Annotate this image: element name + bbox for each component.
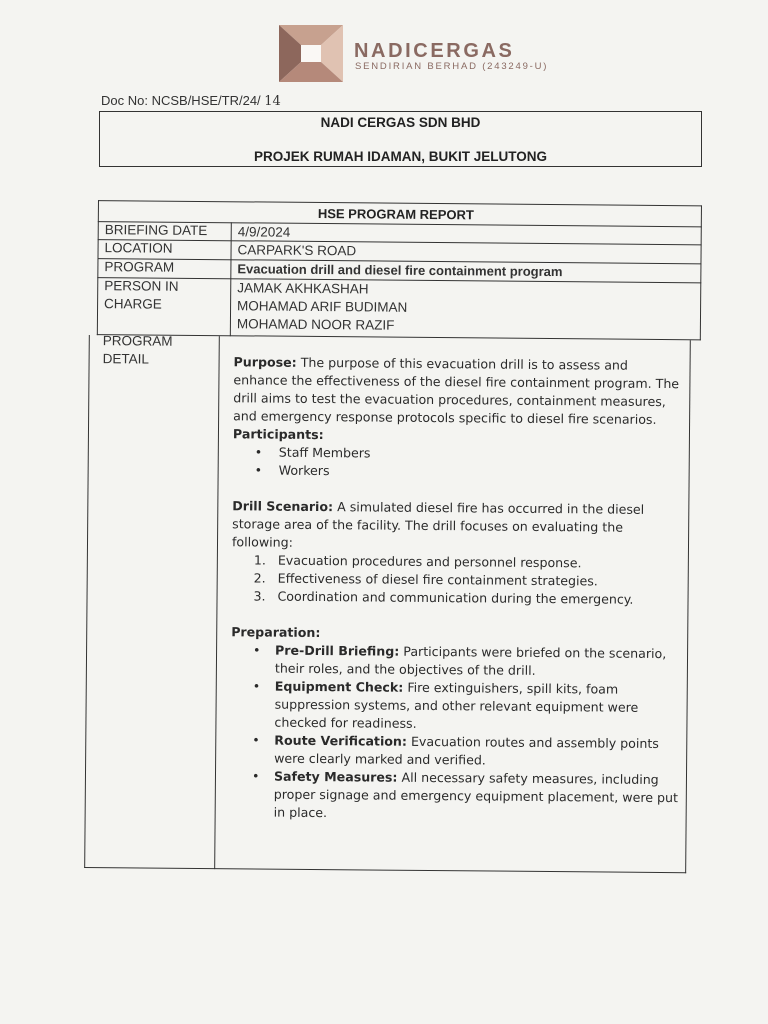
purpose-paragraph xyxy=(233,353,684,429)
list-item: • Safety Measures: All necessary safety measures, including proper signage and emergency equipment placement, were put in place. xyxy=(230,767,680,825)
report-table xyxy=(84,200,702,873)
list-item: • Pre-Drill Briefing: Participants were briefed on the scenario, their roles, and the objectives of the drill. xyxy=(231,641,681,681)
program-detail xyxy=(230,353,684,825)
project-name: PROJEK RUMAH IDAMAN, BUKIT JELUTONG xyxy=(253,149,547,164)
list-item: • Workers xyxy=(233,461,683,483)
row-label-briefing-date: BRIEFING DATE xyxy=(104,222,208,239)
brand-subtitle: SENDIRIAN BERHAD (243249-U) xyxy=(355,61,549,72)
participants-list xyxy=(233,443,683,483)
scenario-text: A simulated diesel fire has occurred in the diesel storage area of the facility. The drill focuses on evaluating the following: xyxy=(231,499,645,550)
table-border-right-lower xyxy=(685,340,691,873)
document-number-printed: Doc No: NCSB/HSE/TR/24/ xyxy=(101,93,261,108)
brand-name: NADICERGAS xyxy=(354,40,515,62)
list-item: • Staff Members xyxy=(233,443,683,465)
person-in-charge: JAMAK AKHKASHAH xyxy=(237,280,369,297)
row-label-location: LOCATION xyxy=(104,240,173,256)
row-value-location: CARPARK'S ROAD xyxy=(237,242,357,259)
list-item: • Equipment Check: Fire extinguishers, spill kits, foam suppression systems, and other relevant equipment were checked for readiness. xyxy=(230,677,680,735)
participants-label: Participants: xyxy=(232,426,324,443)
company-logo-icon xyxy=(279,25,343,82)
list-item: 1. Evacuation procedures and personnel response. xyxy=(253,552,582,571)
purpose-text: The purpose of this evacuation drill is to assess and enhance the effectiveness of the diesel fire containment program. The drill aims to test the evacuation procedures, containment measures, and emergency response protocols specific to diesel fire scenarios. xyxy=(233,354,680,427)
table-rule xyxy=(98,239,702,245)
row-value-program: Evacuation drill and diesel fire containment program xyxy=(237,261,563,280)
row-label-person-in-charge-2: CHARGE xyxy=(104,296,162,312)
report-title: HSE PROGRAM REPORT xyxy=(317,205,474,223)
scenario-list xyxy=(231,551,681,609)
document-number-handwritten: 14 xyxy=(264,94,281,109)
preparation-list xyxy=(230,641,682,825)
person-in-charge: MOHAMAD ARIF BUDIMAN xyxy=(237,298,408,315)
table-border-bottom xyxy=(84,867,686,873)
table-border-left-lower xyxy=(84,335,90,868)
header-box xyxy=(99,111,702,167)
row-label-program: PROGRAM xyxy=(104,259,175,275)
company-name: NADI CERGAS SDN BHD xyxy=(320,115,481,130)
scenario-label: Drill Scenario: xyxy=(232,498,334,515)
list-item: 2. Effectiveness of diesel fire containment strategies. xyxy=(253,570,598,589)
table-rule xyxy=(97,334,701,340)
person-in-charge: MOHAMAD NOOR RAZIF xyxy=(236,316,395,333)
document-number xyxy=(101,93,281,109)
list-item: 3. Coordination and communication during the emergency. xyxy=(253,588,634,607)
row-value-briefing-date: 4/9/2024 xyxy=(237,224,291,240)
purpose-label: Purpose: xyxy=(233,354,297,370)
preparation-label: Preparation: xyxy=(231,624,321,641)
scenario-paragraph xyxy=(232,497,682,555)
row-label-program-detail-2: DETAIL xyxy=(102,351,149,367)
row-label-program-detail-1: PROGRAM xyxy=(102,333,173,349)
row-label-person-in-charge-1: PERSON IN xyxy=(104,278,179,294)
list-item: • Route Verification: Evacuation routes and assembly points were clearly marked and verified. xyxy=(230,731,680,771)
table-column-divider-lower xyxy=(214,336,220,869)
